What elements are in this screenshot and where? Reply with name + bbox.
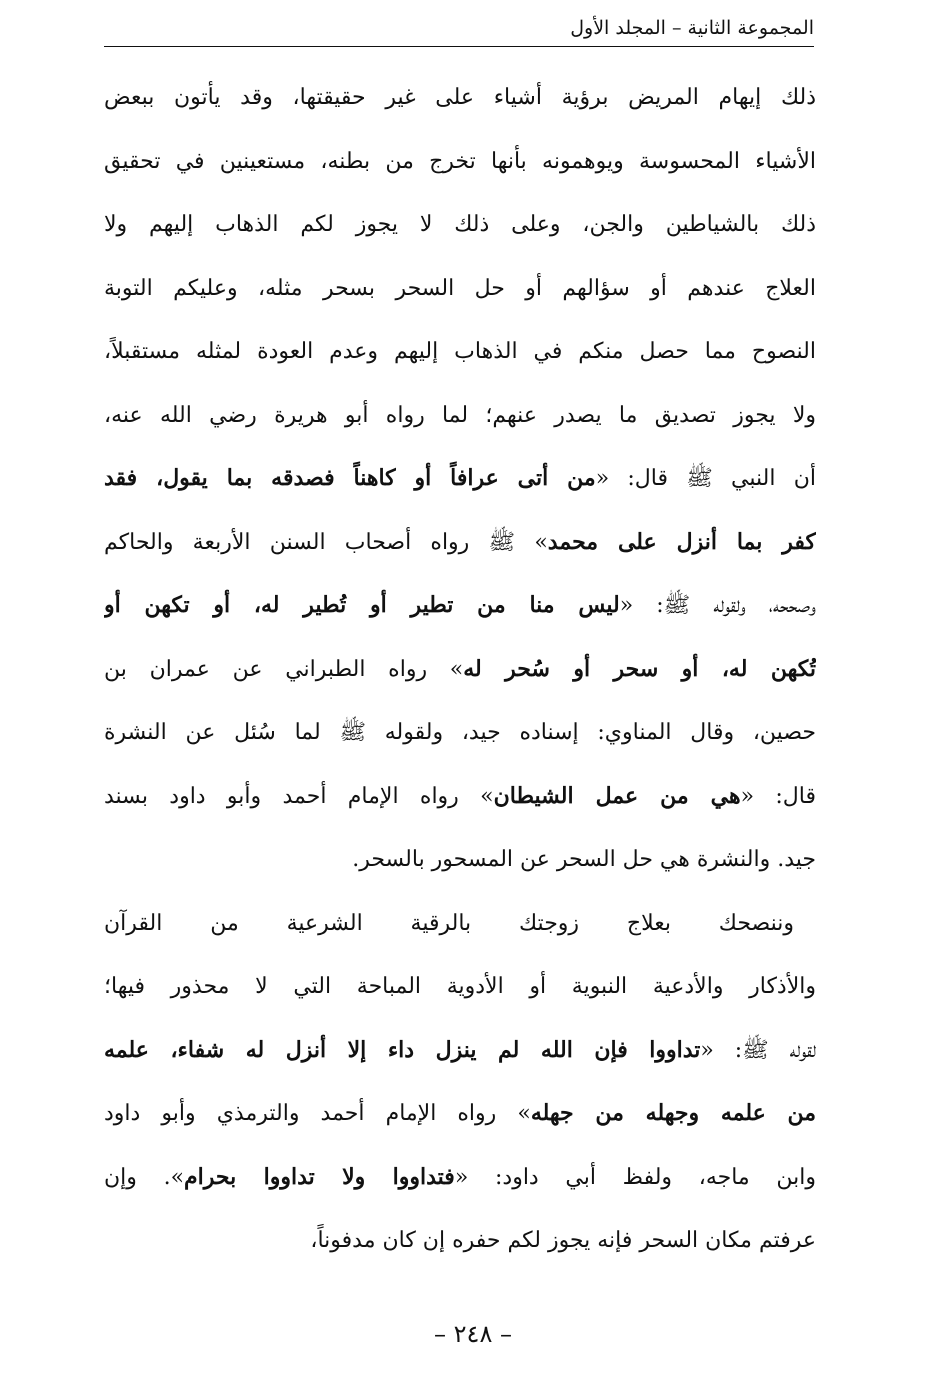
text-segment: عرفتم مكان السحر فإنه يجوز لكم حفره إن كان مدفوناً، [310,1228,816,1253]
hadith-quote: هي من عمل الشيطان [493,782,741,809]
text-line [104,384,816,448]
text-segment: وابن ماجه، ولفظ أبي داود: « [454,1164,816,1190]
hadith-quote: فتداووا ولا تداووا بحرام [184,1163,455,1190]
text-segment: حصين، وقال المناوي: إسناده جيد، ولقوله ﷺ لما سُئل عن النشرة [104,720,816,745]
page-body-text [104,66,816,1273]
text-line [104,447,816,511]
text-segment: » ﷺ رواه أصحاب السنن الأربعة والحاكم [104,529,548,555]
text-line [104,955,816,1019]
text-line [104,511,816,575]
text-segment: النصوح مما حصل منكم في الذهاب إليهم وعدم العودة لمثله مستقبلاً، [104,339,816,364]
text-segment: ولا يجوز تصديق ما يصدر عنهم؛ لما رواه أبو هريرة رضي الله عنه، [104,402,816,428]
text-line [104,638,816,702]
text-line [104,130,816,194]
text-line [104,701,816,765]
text-segment: وصححه، ولقوله ﷺ: « [619,593,816,618]
page-number: – ٢٤٨ – [434,1320,512,1348]
text-segment: وننصحك بعلاج زوجتك بالرقية الشرعية من القرآن [104,910,794,936]
text-segment: جيد. والنشرة هي حل السحر عن المسحور بالسحر. [352,847,816,872]
text-line [104,574,816,638]
text-segment: قال: « [740,783,816,809]
header-title: المجموعة الثانية – المجلد الأول [570,17,814,39]
text-segment: » رواه الإمام أحمد وأبو داود بسند [104,783,494,809]
text-line [104,765,816,829]
text-line [104,892,816,956]
text-line [104,1146,816,1210]
text-segment: لقوله ﷺ: « [700,1037,816,1063]
text-line [104,1019,816,1083]
hadith-quote: كفر بما أنزل على محمد [547,528,816,555]
running-header [104,14,814,46]
text-segment: ». وإن [104,1164,185,1190]
text-line [104,193,816,257]
text-line [104,66,816,130]
text-line [104,320,816,384]
text-segment: العلاج عندهم أو سؤالهم أو حل السحر بسحر مثله، وعليكم التوبة [104,275,816,301]
text-segment: » رواه الطبراني عن عمران بن [104,656,464,682]
text-segment: والأذكار والأدعية النبوية أو الأدوية المباحة التي لا محذور فيها؛ [104,974,816,999]
text-segment: الأشياء المحسوسة ويوهمونه بأنها تخرج من بطنه، مستعينين في تحقيق [104,148,816,174]
text-segment: أن النبي ﷺ قال: « [595,466,816,491]
hadith-quote: تُكهن له، أو سحر أو سُحر له [463,655,816,682]
hadith-quote: تداووا فإن الله لم ينزل داء إلا أنزل له شفاء، علمه [104,1036,701,1063]
text-line [104,1082,816,1146]
header-rule [104,46,814,47]
text-line [104,1209,816,1273]
text-line [104,257,816,321]
text-segment: ذلك بالشياطين والجن، وعلى ذلك لا يجوز لكم الذهاب إليهم ولا [104,212,816,237]
hadith-quote: من علمه وجهله من جهله [530,1100,816,1126]
text-segment: ذلك إيهام المريض برؤية أشياء على غير حقيقتها، وقد يأتون ببعض [104,85,816,110]
text-segment: » رواه الإمام أحمد والترمذي وأبو داود [104,1101,531,1126]
text-line [104,828,816,892]
hadith-quote: ليس منا من تطير أو تُطير له، أو تكهن أو [104,592,620,618]
hadith-quote: من أتى عرافاً أو كاهناً فصدقه بما يقول، فقد [104,465,596,491]
